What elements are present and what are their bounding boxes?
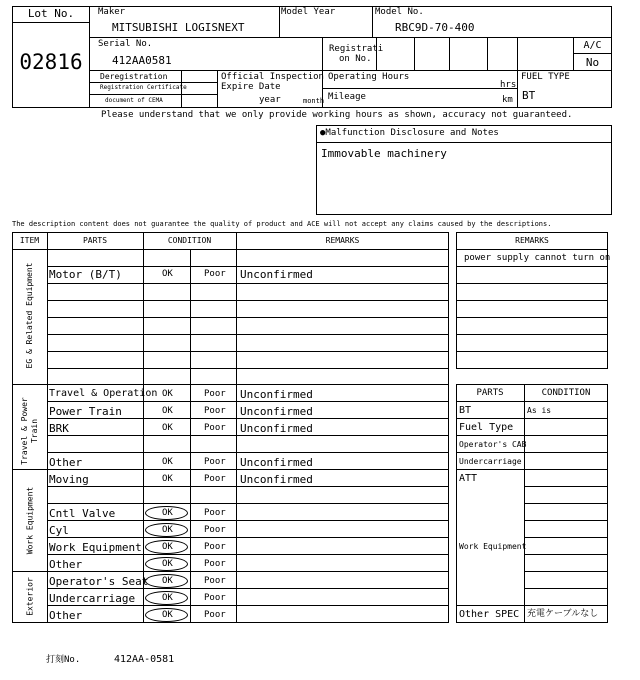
cema-label: document of CEMA xyxy=(105,97,163,104)
right-att: ATT xyxy=(459,473,478,484)
hours-notice: Please understand that we only provide working hours as shown, accuracy not guaranteed. xyxy=(101,110,573,120)
header-condition: CONDITION xyxy=(167,236,212,245)
divider xyxy=(322,70,612,71)
section-travel-1: Travel & Power xyxy=(20,397,29,465)
lot-number: 02816 xyxy=(19,50,83,74)
divider xyxy=(12,22,90,23)
row-poor: Poor xyxy=(204,389,226,399)
row-ok: OK xyxy=(162,508,173,518)
malfunction-title: ●Malfunction Disclosure and Notes xyxy=(320,128,499,138)
row-poor: Poor xyxy=(204,508,226,518)
right-fuel-type: Fuel Type xyxy=(459,422,514,433)
divider xyxy=(190,249,191,623)
model-year-label: Model Year xyxy=(281,7,336,17)
row-poor: Poor xyxy=(204,525,226,535)
deregistration-label: Deregistration xyxy=(100,72,168,81)
row-poor: Poor xyxy=(204,593,226,603)
row-part: Operator's Seat xyxy=(49,575,149,588)
right-other-spec: Other SPEC xyxy=(459,609,520,620)
row-divider xyxy=(47,537,449,538)
row-divider xyxy=(456,317,608,318)
registration-certificate-label: Registration Certificate xyxy=(100,84,187,91)
registration-label-2: on No. xyxy=(339,54,372,64)
ac-label: A/C xyxy=(583,40,602,51)
row-part: BRK xyxy=(49,422,69,435)
right-undercarriage: Undercarriage xyxy=(459,457,522,466)
km-label: km xyxy=(502,95,513,105)
model-no-label: Model No. xyxy=(375,7,424,17)
row-divider xyxy=(47,401,449,402)
row-poor: Poor xyxy=(204,423,226,433)
divider xyxy=(181,70,182,108)
row-remark: Unconfirmed xyxy=(240,456,313,469)
row-part: Moving xyxy=(49,473,89,486)
divider xyxy=(143,232,144,623)
row-remark: Unconfirmed xyxy=(240,388,313,401)
divider xyxy=(217,70,218,108)
divider xyxy=(376,37,377,71)
row-remark: Unconfirmed xyxy=(240,405,313,418)
right-work-equipment: Work Equipment xyxy=(459,542,527,551)
disclaimer: The description content does not guarantee the quality of product and ACE will not accept any claims caused by the descriptions. xyxy=(12,220,552,228)
row-ok: OK xyxy=(162,389,173,399)
divider xyxy=(89,82,217,83)
section-exterior: Exterior xyxy=(25,577,35,616)
row-divider xyxy=(47,588,449,589)
hrs-label: hrs xyxy=(500,80,517,90)
row-ok: OK xyxy=(162,525,173,535)
serial-value: 412AA0581 xyxy=(112,54,172,67)
row-divider xyxy=(47,368,449,369)
row-poor: Poor xyxy=(204,269,226,279)
right-condition-header: CONDITION xyxy=(541,388,591,398)
row-ok: OK xyxy=(162,423,173,433)
divider xyxy=(487,37,488,71)
maker-value: MITSUBISHI LOGISNEXT xyxy=(112,21,245,34)
fuel-type-value: BT xyxy=(522,89,536,102)
row-divider xyxy=(456,435,608,436)
right-bt-value: As is xyxy=(527,406,552,415)
divider xyxy=(414,37,415,71)
row-divider xyxy=(47,605,449,606)
row-part: Work Equipment xyxy=(49,541,142,554)
divider xyxy=(89,94,217,95)
row-part: Undercarriage xyxy=(49,592,136,605)
divider xyxy=(12,249,449,250)
row-divider xyxy=(524,554,608,555)
right-parts-header: PARTS xyxy=(476,388,504,398)
divider xyxy=(449,37,450,71)
section-divider xyxy=(12,469,449,470)
row-poor: Poor xyxy=(204,406,226,416)
maker-label: Maker xyxy=(98,7,126,17)
header-remarks: REMARKS xyxy=(325,236,360,245)
row-part: Other xyxy=(49,609,83,622)
row-divider xyxy=(456,249,608,250)
row-ok: OK xyxy=(162,593,173,603)
ac-value: No xyxy=(585,56,600,69)
lot-label: Lot No. xyxy=(27,7,75,20)
row-divider xyxy=(456,283,608,284)
month-label: month xyxy=(303,97,325,105)
row-ok: OK xyxy=(162,457,173,467)
row-part: Cntl Valve xyxy=(49,507,116,520)
row-divider xyxy=(456,401,608,402)
divider xyxy=(89,37,612,38)
row-divider xyxy=(456,469,608,470)
row-divider xyxy=(47,300,449,301)
divider xyxy=(89,70,322,71)
registration-label: Registrati xyxy=(329,44,384,54)
row-ok: OK xyxy=(162,474,173,484)
divider xyxy=(279,6,280,38)
row-part: Motor (B/T) xyxy=(49,268,122,281)
year-label: year xyxy=(259,95,281,105)
serial-label: Serial No. xyxy=(98,39,153,49)
malfunction-box xyxy=(316,125,612,215)
row-part: Travel & Operation xyxy=(49,388,158,399)
row-ok: OK xyxy=(162,542,173,552)
row-divider xyxy=(456,351,608,352)
row-remark: Unconfirmed xyxy=(240,473,313,486)
section-eg: EG & Related Equipment xyxy=(25,262,34,369)
row-ok: OK xyxy=(162,559,173,569)
header-parts: PARTS xyxy=(82,236,108,245)
row-divider xyxy=(524,486,608,487)
operating-hours-label: Operating Hours xyxy=(328,72,410,82)
row-poor: Poor xyxy=(204,576,226,586)
stamp-label: 打刻No. xyxy=(46,655,81,665)
section-travel-2: Train xyxy=(30,418,39,444)
row-divider xyxy=(456,334,608,335)
right-bt: BT xyxy=(459,405,472,416)
right-other-spec-value: 充電ケーブルなし xyxy=(527,609,599,619)
row-part: Power Train xyxy=(49,405,122,418)
row-poor: Poor xyxy=(204,474,226,484)
row-divider xyxy=(524,520,608,521)
row-divider xyxy=(524,503,608,504)
row-divider xyxy=(524,571,608,572)
row-poor: Poor xyxy=(204,559,226,569)
stamp-value: 412AA-0581 xyxy=(114,654,175,665)
row-divider xyxy=(524,588,608,589)
inspection-label: Official Inspection xyxy=(221,72,324,82)
inspection-label-2: Expire Date xyxy=(221,82,281,92)
row-divider xyxy=(456,418,608,419)
divider xyxy=(236,232,237,623)
row-divider xyxy=(47,520,449,521)
right-remarks-line1: power supply cannot turn on xyxy=(464,253,611,263)
row-divider xyxy=(456,266,608,267)
divider xyxy=(47,232,48,623)
row-divider xyxy=(456,605,608,606)
row-divider xyxy=(47,334,449,335)
section-travel xyxy=(20,391,40,471)
malfunction-text: Immovable machinery xyxy=(321,147,447,160)
section-work: Work Equipment xyxy=(25,486,35,555)
row-divider xyxy=(47,503,449,504)
section-divider xyxy=(12,571,449,572)
divider xyxy=(372,6,373,38)
row-divider xyxy=(47,486,449,487)
divider xyxy=(573,53,612,54)
row-remark: Unconfirmed xyxy=(240,268,313,281)
row-divider xyxy=(47,351,449,352)
right-remarks-header: REMARKS xyxy=(515,236,549,245)
row-divider xyxy=(47,452,449,453)
row-divider xyxy=(47,554,449,555)
model-no-value: RBC9D-70-400 xyxy=(395,21,475,34)
row-poor: Poor xyxy=(204,542,226,552)
row-part: Other xyxy=(49,456,83,469)
row-ok: OK xyxy=(162,269,173,279)
right-operator-cab: Operator's CAB xyxy=(459,440,527,449)
row-divider xyxy=(47,283,449,284)
row-divider xyxy=(524,537,608,538)
row-divider xyxy=(456,452,608,453)
header-item: ITEM xyxy=(19,236,40,245)
divider xyxy=(322,88,517,89)
row-divider xyxy=(47,317,449,318)
row-ok: OK xyxy=(162,406,173,416)
row-divider xyxy=(47,435,449,436)
row-ok: OK xyxy=(162,576,173,586)
fuel-type-label: FUEL TYPE xyxy=(521,72,570,82)
row-poor: Poor xyxy=(204,610,226,620)
divider xyxy=(517,37,518,108)
row-divider xyxy=(47,418,449,419)
row-remark: Unconfirmed xyxy=(240,422,313,435)
row-divider xyxy=(47,266,449,267)
row-poor: Poor xyxy=(204,457,226,467)
section-divider xyxy=(12,384,449,385)
row-part: Cyl xyxy=(49,524,69,537)
row-part: Other xyxy=(49,558,83,571)
divider xyxy=(316,142,612,143)
row-divider xyxy=(456,300,608,301)
row-ok: OK xyxy=(162,610,173,620)
mileage-label: Mileage xyxy=(328,92,366,102)
